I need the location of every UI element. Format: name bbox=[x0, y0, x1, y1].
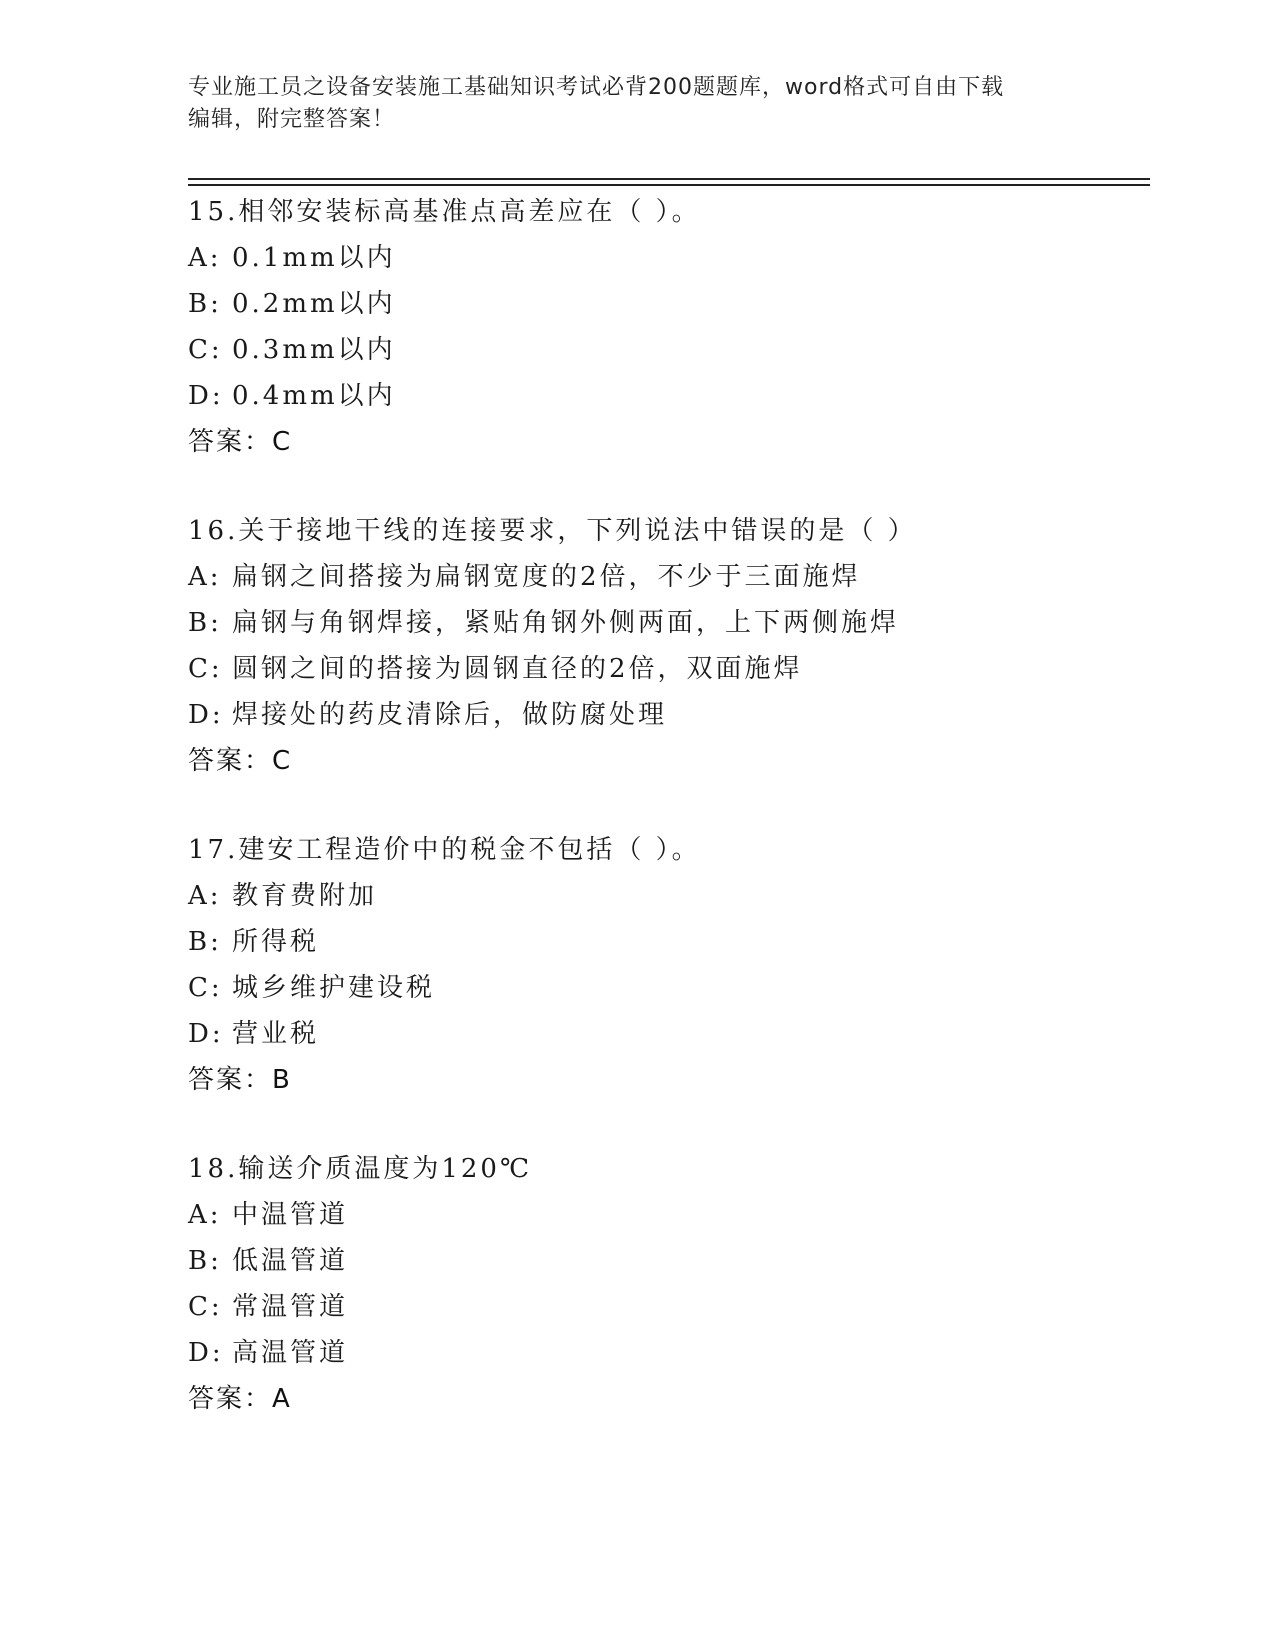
answer-line: 答案：C bbox=[188, 746, 293, 776]
option-d bbox=[188, 692, 1148, 738]
question-stem: 17.建安工程造价中的税金不包括（ ）。 bbox=[188, 835, 701, 865]
question-16 bbox=[188, 508, 1148, 784]
option-text: 常温管道 bbox=[232, 1292, 349, 1322]
header-divider-top bbox=[188, 178, 1150, 180]
option-a bbox=[188, 554, 1148, 600]
option-letter: B: bbox=[188, 289, 222, 319]
option-c bbox=[188, 646, 1148, 692]
option-b bbox=[188, 281, 1148, 327]
answer-line: 答案：B bbox=[188, 1065, 292, 1095]
option-letter: D: bbox=[188, 700, 224, 730]
option-letter: A: bbox=[188, 562, 222, 592]
option-a bbox=[188, 235, 1148, 281]
option-letter: A: bbox=[188, 243, 222, 273]
option-text: 扁钢与角钢焊接，紧贴角钢外侧两面，上下两侧施焊 bbox=[232, 608, 900, 638]
answer-line: 答案：C bbox=[188, 427, 293, 457]
option-text: 高温管道 bbox=[232, 1338, 349, 1368]
header-divider-bottom bbox=[188, 184, 1150, 186]
option-letter: D: bbox=[188, 381, 224, 411]
option-b bbox=[188, 600, 1148, 646]
option-c bbox=[188, 965, 1148, 1011]
option-d bbox=[188, 1330, 1148, 1376]
option-text: 教育费附加 bbox=[232, 881, 378, 911]
option-text: 0.2mm以内 bbox=[232, 289, 396, 319]
option-d bbox=[188, 373, 1148, 419]
option-d bbox=[188, 1011, 1148, 1057]
option-text: 0.3mm以内 bbox=[232, 335, 396, 365]
option-letter: B: bbox=[188, 1246, 222, 1276]
option-letter: D: bbox=[188, 1338, 224, 1368]
option-text: 城乡维护建设税 bbox=[232, 973, 436, 1003]
option-text: 0.1mm以内 bbox=[232, 243, 396, 273]
option-letter: C: bbox=[188, 654, 223, 684]
option-text: 营业税 bbox=[232, 1019, 320, 1049]
option-letter: B: bbox=[188, 927, 222, 957]
option-text: 扁钢之间搭接为扁钢宽度的2倍，不少于三面施焊 bbox=[232, 562, 861, 592]
option-text: 焊接处的药皮清除后，做防腐处理 bbox=[232, 700, 668, 730]
option-letter: C: bbox=[188, 973, 223, 1003]
option-letter: A: bbox=[188, 1200, 222, 1230]
header-title-line-1: 专业施工员之设备安装施工基础知识考试必背200题题库，word格式可自由下载 bbox=[188, 75, 1005, 100]
option-c bbox=[188, 327, 1148, 373]
question-15 bbox=[188, 189, 1148, 465]
option-letter: D: bbox=[188, 1019, 224, 1049]
answer-line: 答案：A bbox=[188, 1384, 292, 1414]
option-a bbox=[188, 873, 1148, 919]
option-text: 低温管道 bbox=[232, 1246, 349, 1276]
question-17 bbox=[188, 827, 1148, 1103]
question-stem: 15.相邻安装标高基准点高差应在（ ）。 bbox=[188, 197, 701, 227]
option-text: 所得税 bbox=[232, 927, 320, 957]
option-letter: A: bbox=[188, 881, 222, 911]
option-text: 中温管道 bbox=[232, 1200, 349, 1230]
document-header bbox=[188, 72, 1088, 136]
option-b bbox=[188, 919, 1148, 965]
option-a bbox=[188, 1192, 1148, 1238]
option-text: 0.4mm以内 bbox=[232, 381, 396, 411]
option-letter: C: bbox=[188, 335, 223, 365]
question-stem: 16.关于接地干线的连接要求，下列说法中错误的是（ ） bbox=[188, 516, 917, 546]
option-letter: B: bbox=[188, 608, 222, 638]
option-c bbox=[188, 1284, 1148, 1330]
option-letter: C: bbox=[188, 1292, 223, 1322]
option-b bbox=[188, 1238, 1148, 1284]
question-18 bbox=[188, 1146, 1148, 1422]
header-title-line-2: 编辑，附完整答案！ bbox=[188, 107, 396, 132]
option-text: 圆钢之间的搭接为圆钢直径的2倍，双面施焊 bbox=[232, 654, 803, 684]
question-stem: 18.输送介质温度为120℃ bbox=[188, 1154, 533, 1184]
